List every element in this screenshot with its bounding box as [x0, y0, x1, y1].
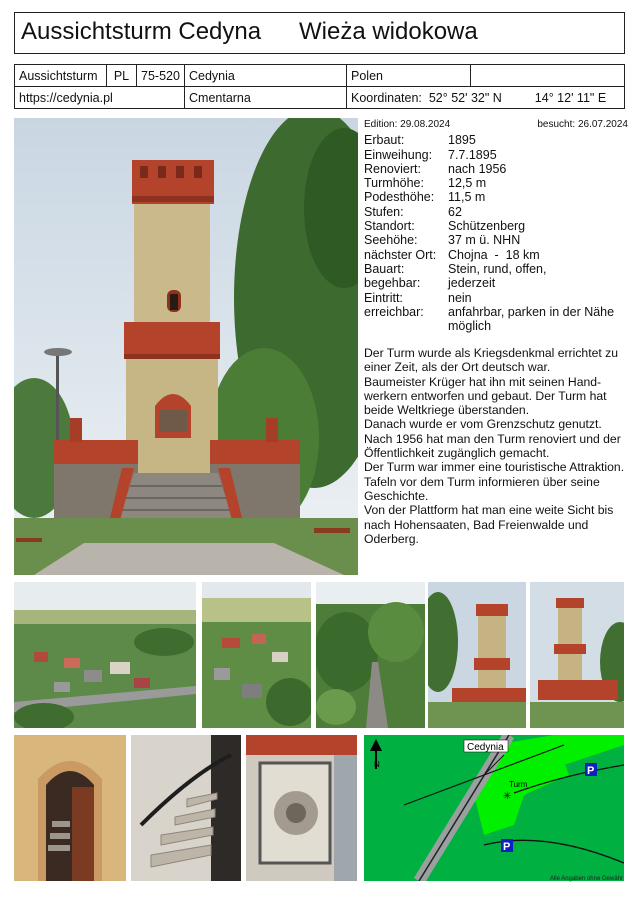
fact-value: 7.7.1895 — [448, 147, 497, 162]
info-district: Cmentarna — [185, 87, 347, 109]
fact-value: 12,5 m — [448, 176, 487, 191]
photo-stairwell-top — [246, 735, 357, 881]
info-row-2 — [15, 87, 625, 109]
fact-key: Standort: — [364, 219, 415, 234]
coord-label: Koordinaten: — [351, 90, 422, 105]
fact-value: nein — [448, 290, 472, 305]
description-paragraph: Nach 1956 hat man den Turm renoviert und der Öffentlichkeit zugänglich gemacht. — [364, 431, 621, 461]
coord-lon: 14° 12' 11" E — [534, 90, 607, 105]
fact-value: 37 m ü. NHN — [448, 233, 521, 248]
fact-value: anfahrbar, parken in der Nähe möglich — [448, 304, 615, 334]
fact-row — [364, 305, 628, 334]
description-paragraph: Danach wurde er vom Grenzschutz genutzt. — [364, 417, 602, 432]
info-table — [14, 64, 625, 109]
fact-row — [364, 162, 628, 176]
photo-spiral-stairs — [131, 735, 241, 881]
photo-entrance-door — [14, 735, 126, 881]
fact-key: begehbar: — [364, 276, 421, 291]
photo-tower-view-2 — [530, 582, 624, 728]
title-polish: Wieża widokowa — [299, 18, 478, 45]
fact-key: Renoviert: — [364, 161, 421, 176]
fact-key: erreichbar: — [364, 304, 424, 319]
fact-key: nächster Ort: — [364, 247, 437, 262]
map-town-label: Cedynia — [467, 742, 504, 753]
info-country: Polen — [347, 65, 471, 87]
fact-row — [364, 190, 628, 204]
fact-value: 62 — [448, 204, 462, 219]
fact-key: Turmhöhe: — [364, 176, 424, 191]
fact-value: nach 1956 — [448, 161, 507, 176]
fact-row — [364, 276, 628, 290]
description — [364, 346, 628, 546]
info-coordinates — [347, 87, 625, 109]
fact-row — [364, 233, 628, 247]
fact-row — [364, 133, 628, 147]
fact-key: Einweihung: — [364, 147, 433, 162]
title-german: Aussichtsturm Cedyna — [21, 18, 262, 45]
svg-text:N: N — [374, 760, 380, 769]
fact-row — [364, 262, 628, 276]
description-paragraph: Baumeister Krüger hat ihn mit seinen Hand-werkern entworfen und gebaut. Der Turm hat beide Weltkriege überstanden. — [364, 374, 607, 418]
photo-aerial-path — [316, 582, 425, 728]
location-map — [364, 735, 624, 881]
description-paragraph: Von der Plattform hat man eine weite Sicht bis nach Hohensaaten, Bad Freienwalde und Oderberg. — [364, 503, 614, 546]
fact-key: Eintritt: — [364, 290, 403, 305]
info-empty — [471, 65, 625, 87]
edition-date: Edition: 29.08.2024 — [364, 119, 451, 130]
fact-row — [364, 148, 628, 162]
visited-date: besucht: 26.07.2024 — [537, 119, 628, 130]
info-type: Aussichtsturm — [15, 65, 107, 87]
fact-row — [364, 248, 628, 262]
info-town: Cedynia — [185, 65, 347, 87]
photo-tower-view-1 — [428, 582, 526, 728]
info-country-code: PL — [107, 65, 137, 87]
tower-marker-icon: ✳ — [503, 791, 512, 802]
coord-lat: 52° 52' 32" N — [428, 90, 502, 105]
fact-key: Seehöhe: — [364, 233, 418, 248]
photo-aerial-fields — [202, 582, 311, 728]
parking-icon: P — [503, 841, 511, 853]
photo-aerial-village — [14, 582, 196, 728]
edition-line — [364, 118, 628, 132]
info-row-1 — [15, 65, 625, 87]
map-tower-label: Turm — [509, 780, 528, 789]
fact-value: Schützenberg — [448, 219, 526, 234]
parking-icon: P — [587, 765, 595, 777]
fact-value: 1895 — [448, 133, 476, 148]
description-paragraph: Der Turm wurde als Kriegsdenkmal errichtet zu einer Zeit, als der Ort deutsch war. — [364, 346, 618, 375]
fact-key: Bauart: — [364, 261, 405, 276]
title-box — [14, 12, 625, 54]
facts-panel — [364, 118, 628, 333]
fact-row — [364, 291, 628, 305]
fact-row — [364, 176, 628, 190]
fact-key: Stufen: — [364, 204, 404, 219]
main-tower-photo — [14, 118, 358, 575]
info-website[interactable]: https://cedynia.pl — [15, 87, 185, 109]
fact-value: jederzeit — [448, 276, 496, 291]
fact-value: Stein, rund, offen, — [448, 261, 547, 276]
description-paragraph: Der Turm war immer eine touristische Attraktion. Tafeln vor dem Turm informieren über seine Geschichte. — [364, 460, 625, 503]
disclaimer: Alle Angaben ohne Gewähr — [549, 876, 623, 882]
fact-key: Erbaut: — [364, 133, 405, 148]
info-postal-code: 75-520 — [137, 65, 185, 87]
fact-row — [364, 205, 628, 219]
fact-key: Podesthöhe: — [364, 190, 435, 205]
fact-row — [364, 219, 628, 233]
fact-value: Chojna - 18 km — [448, 247, 540, 262]
fact-value: 11,5 m — [448, 190, 486, 205]
